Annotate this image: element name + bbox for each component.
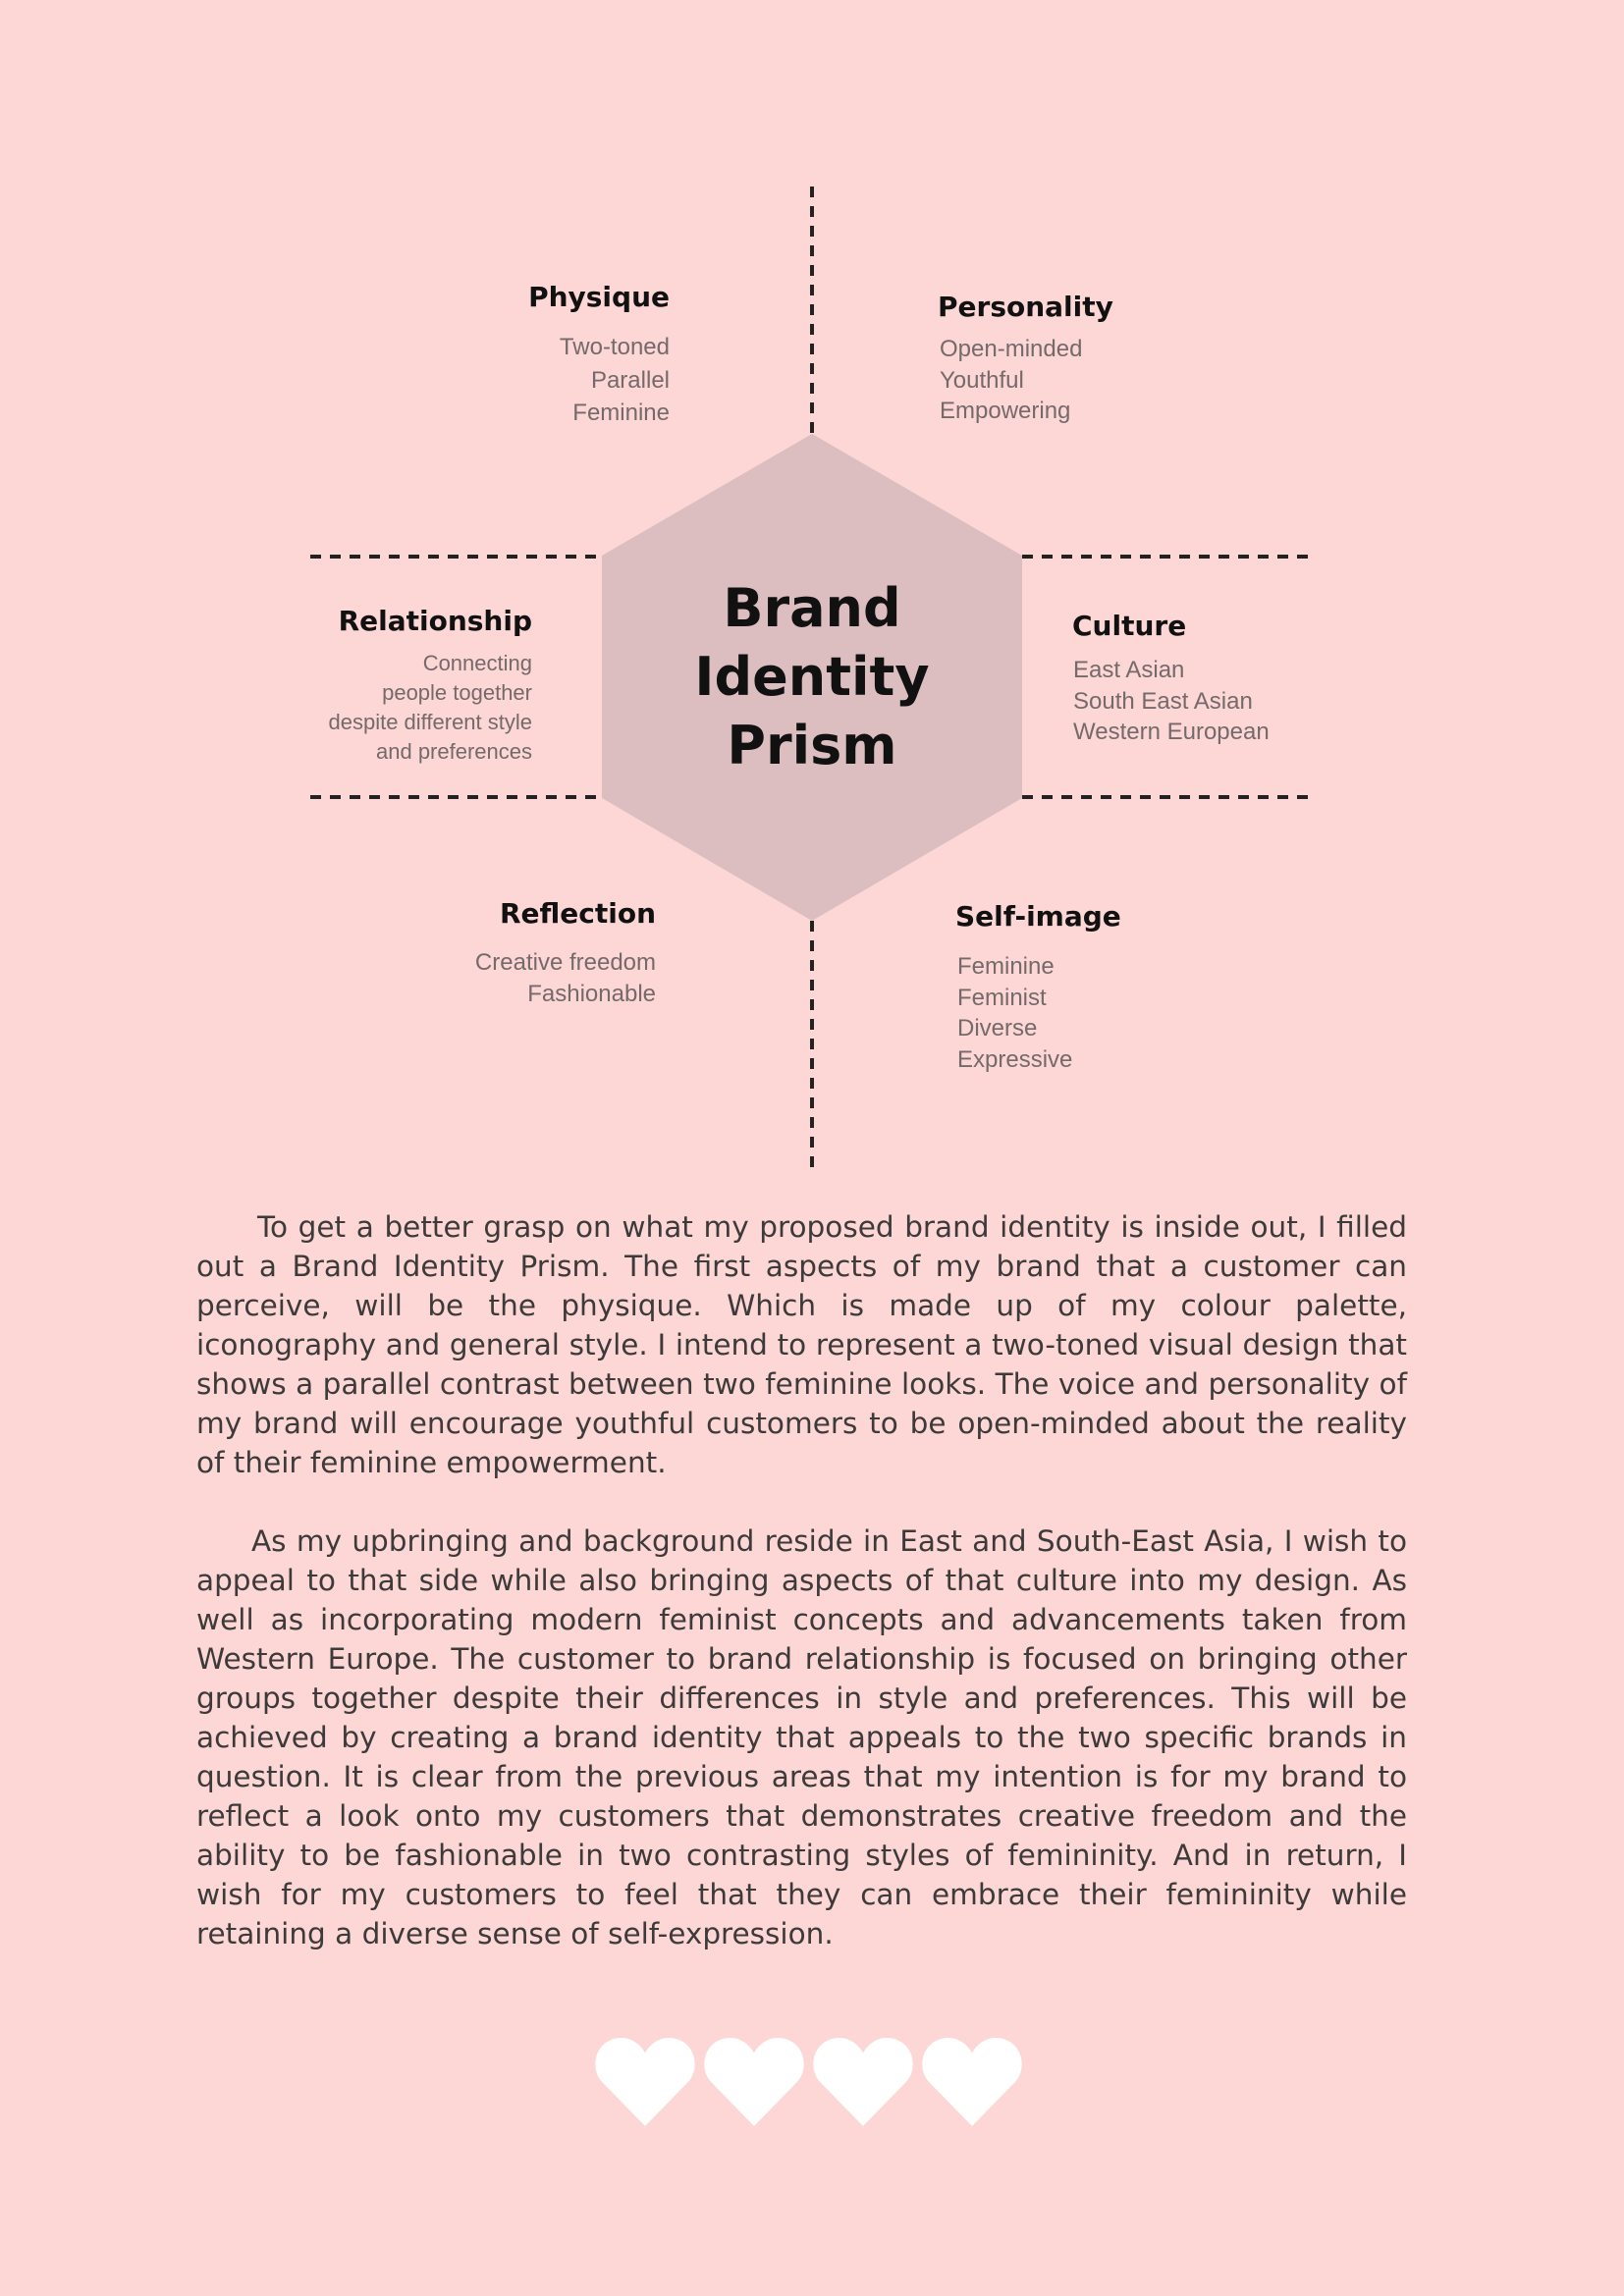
culture-item: South East Asian (1073, 687, 1253, 715)
personality-item: Youthful (940, 366, 1024, 394)
self-image-item: Expressive (957, 1045, 1073, 1073)
heart-icon (813, 2034, 913, 2128)
self-image-title: Self-image (955, 900, 1121, 933)
center-title-line-2: Identity (694, 646, 930, 708)
culture-items (1073, 655, 1270, 748)
relationship-item: people together (382, 680, 532, 705)
physique-item: Feminine (572, 400, 670, 426)
relationship-item: Connecting (422, 651, 532, 675)
self-image-item: Feminine (957, 953, 1055, 980)
hearts-row (595, 2034, 1031, 2132)
personality-items (940, 334, 1082, 427)
relationship-items (287, 649, 532, 767)
heart-icon (704, 2034, 804, 2128)
heart-icon (595, 2034, 695, 2128)
heart-icon (922, 2034, 1022, 2128)
physique-item: Two-toned (559, 334, 670, 360)
relationship-item: despite different style (328, 710, 532, 734)
personality-title: Personality (938, 291, 1113, 323)
self-image-items (957, 951, 1072, 1075)
reflection-item: Fashionable (527, 980, 656, 1007)
relationship-item: and preferences (376, 739, 532, 764)
center-title-line-1: Brand (723, 577, 901, 639)
relationship-title: Relationship (338, 605, 532, 637)
physique-item: Parallel (590, 366, 670, 394)
self-image-item: Feminist (957, 984, 1047, 1011)
prism-center-title (609, 574, 1015, 780)
culture-item: East Asian (1073, 657, 1185, 683)
culture-title: Culture (1072, 610, 1187, 642)
personality-item: Empowering (940, 398, 1071, 424)
culture-item: Western European (1073, 719, 1270, 745)
personality-item: Open-minded (940, 336, 1083, 362)
body-paragraph-1: To get a better grasp on what my proposed brand identity is inside out, I filled out a Brand Identity Prism. The first aspects of my brand that a customer can perceive, will be the physique. Which is made up of my colour palette, iconography and general style. I intend to represent a two-toned visual design that shows a parallel contrast between two feminine looks. The voice and personality of my brand will encourage youthful customers to be open-minded about the reality of their feminine empowerment. (196, 1210, 1407, 1479)
reflection-item: Creative freedom (474, 949, 656, 976)
reflection-items (422, 947, 656, 1009)
reflection-title: Reflection (499, 897, 656, 930)
physique-items (471, 332, 670, 429)
center-title-line-3: Prism (727, 715, 897, 776)
physique-title: Physique (528, 281, 670, 313)
self-image-item: Diverse (957, 1015, 1038, 1041)
body-paragraph-2: As my upbringing and background reside in East and South-East Asia, I wish to appeal to that side while also bringing aspects of that culture into my design. As well as incorporating modern feminist concepts and advancements taken from Western Europe. The customer to brand relationship is focused on bringing other groups together despite their differences in style and preferences. This will be achieved by creating a brand identity that appeals to the two specific brands in question. It is clear from the previous areas that my intention is for my brand to reflect a look onto my customers that demonstrates creative freedom and the ability to be fashionable in two contrasting styles of femininity. And in return, I wish for my customers to feel that they can embrace their femininity while retaining a diverse sense of self-expression. (196, 1524, 1407, 1950)
